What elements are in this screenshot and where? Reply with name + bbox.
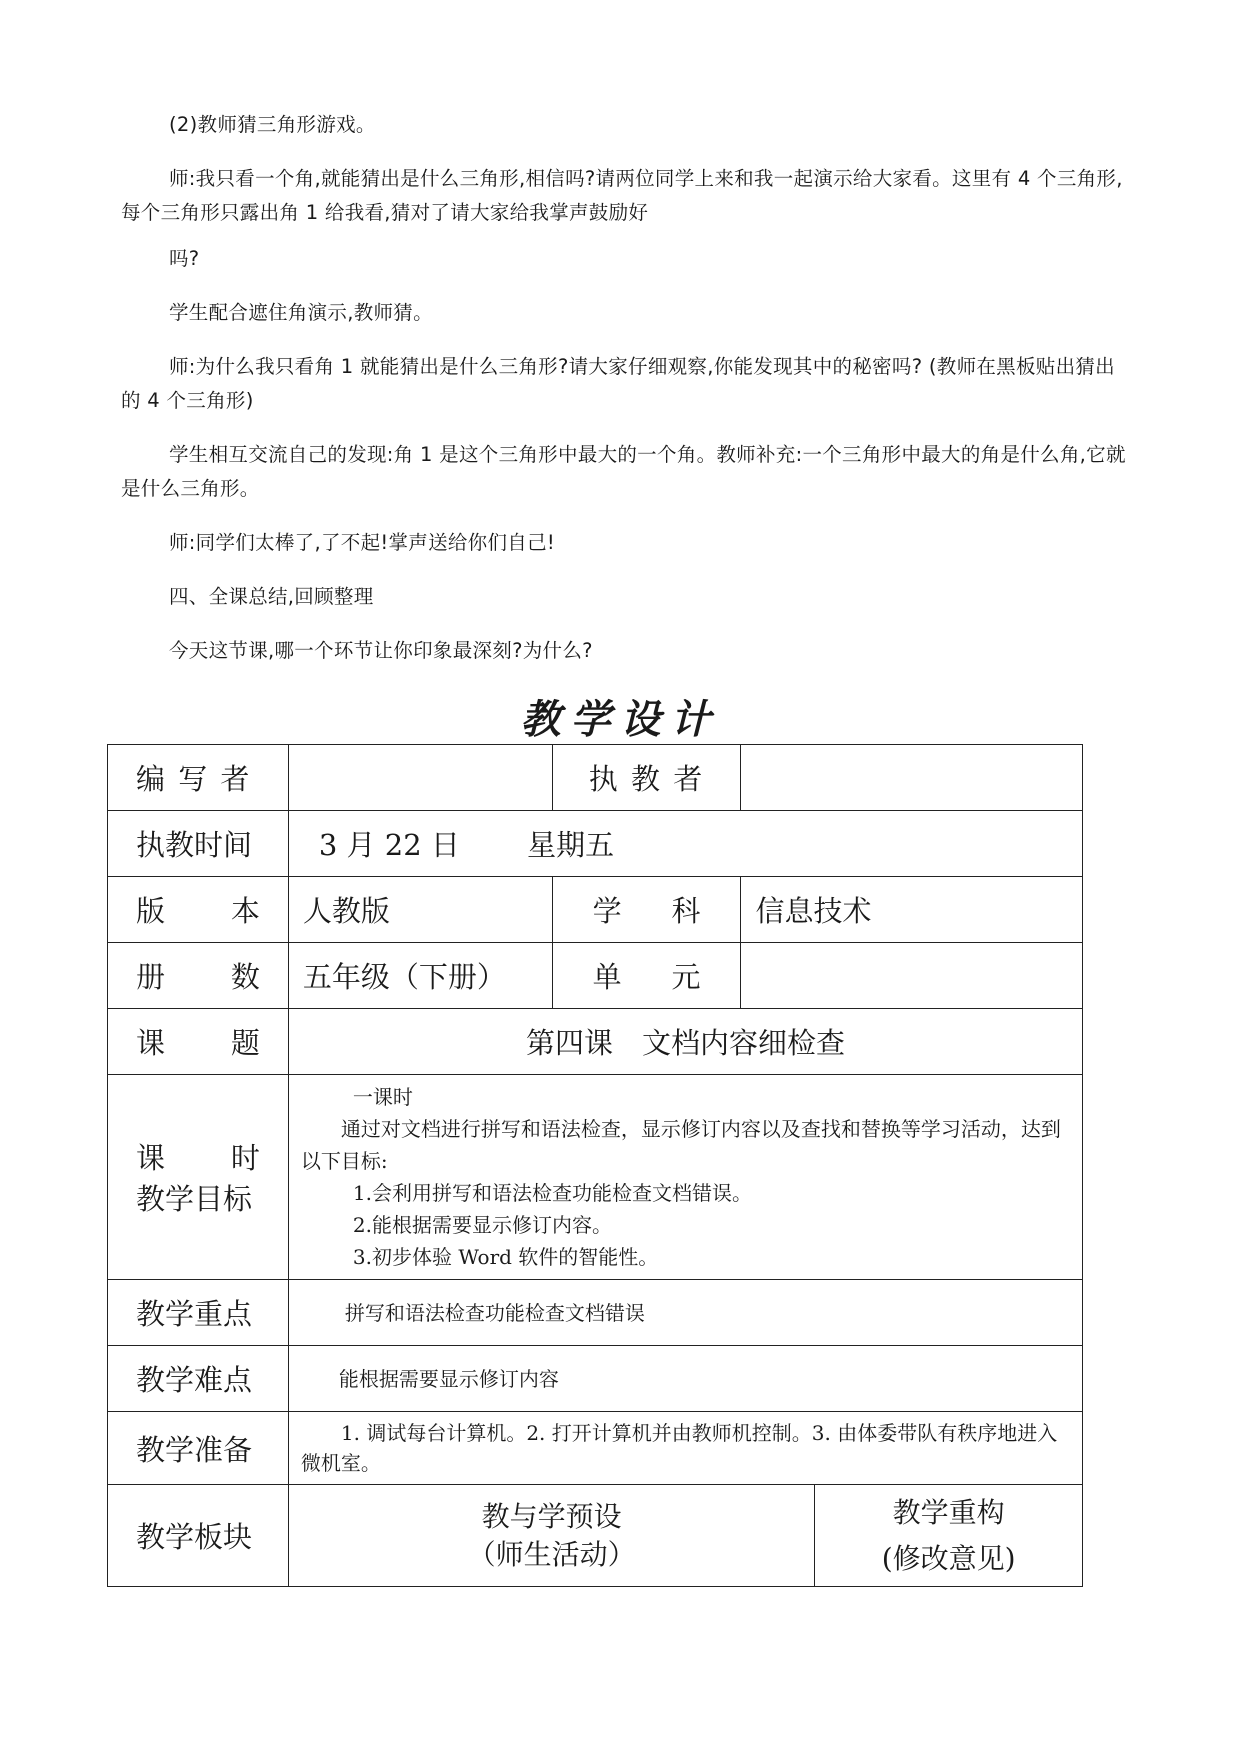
table-row [108, 1075, 1083, 1280]
teacher-value [741, 745, 1083, 811]
table-row [108, 877, 1083, 943]
paragraph: 吗? [169, 247, 200, 270]
volume-value: 五年级（下册） [288, 943, 552, 1009]
difficulty-label: 教学难点 [108, 1346, 289, 1412]
document-title: 教学设计 [520, 696, 721, 743]
unit-label: 单 元 [552, 943, 741, 1009]
time-value: 3 月 22 日 星期五 [288, 811, 1082, 877]
table-row [108, 745, 1083, 811]
paragraph: 学生配合遮住角演示,教师猜。 [169, 301, 433, 324]
body-text [121, 108, 1131, 688]
block-label: 教学板块 [108, 1485, 289, 1587]
author-label: 编 写 者 [108, 745, 289, 811]
prep-label: 教学准备 [108, 1412, 289, 1485]
paragraph: 学生相互交流自己的发现:角 1 是这个三角形中最大的一个角。教师补充:一个三角形中最大的角是什么角,它就是什么三角形。 [121, 443, 1126, 500]
prep-value: 1. 调试每台计算机。2. 打开计算机并由教师机控制。3. 由体委带队有秩序地进入微机室。 [288, 1412, 1082, 1485]
paragraph: 今天这节课,哪一个环节让你印象最深刻?为什么? [169, 639, 593, 662]
topic-value: 第四课 文档内容细检查 [288, 1009, 1082, 1075]
table-row [108, 1412, 1083, 1485]
teacher-label: 执 教 者 [552, 745, 741, 811]
table-row [108, 1280, 1083, 1346]
focus-label: 教学重点 [108, 1280, 289, 1346]
difficulty-value: 能根据需要显示修订内容 [288, 1346, 1082, 1412]
preset-header: 教与学预设 （师生活动） [288, 1485, 814, 1587]
period-goals-value: 一课时 通过对文档进行拼写和语法检查，显示修订内容以及查找和替换等学习活动，达到以下目标: 1.会利用拼写和语法检查功能检查文档错误。 2.能根据需要显示修订内容。 3.初步体验 Word 软件的智能性。 [288, 1075, 1082, 1280]
paragraph: 四、全课总结,回顾整理 [169, 585, 374, 608]
period-goals-label: 课 时 教学目标 [108, 1075, 289, 1280]
paragraph: (2)教师猜三角形游戏。 [169, 113, 376, 136]
table-row [108, 1485, 1083, 1587]
topic-label: 课 题 [108, 1009, 289, 1075]
author-value [288, 745, 552, 811]
volume-label: 册 数 [108, 943, 289, 1009]
unit-value [741, 943, 1083, 1009]
focus-value: 拼写和语法检查功能检查文档错误 [288, 1280, 1082, 1346]
paragraph: 师:为什么我只看角 1 就能猜出是什么三角形?请大家仔细观察,你能发现其中的秘密吗? (教师在黑板贴出猜出的 4 个三角形) [121, 355, 1115, 412]
table-row [108, 1009, 1083, 1075]
subject-label: 学 科 [552, 877, 741, 943]
time-label: 执教时间 [108, 811, 289, 877]
table-row [108, 1346, 1083, 1412]
lesson-plan-table [107, 744, 1083, 1587]
edition-value: 人教版 [288, 877, 552, 943]
edition-label: 版 本 [108, 877, 289, 943]
table-row [108, 811, 1083, 877]
table-row [108, 943, 1083, 1009]
paragraph: 师:同学们太棒了,了不起!掌声送给你们自己! [169, 531, 556, 554]
subject-value: 信息技术 [741, 877, 1083, 943]
paragraph: 师:我只看一个角,就能猜出是什么三角形,相信吗?请两位同学上来和我一起演示给大家看。这里有 4 个三角形,每个三角形只露出角 1 给我看,猜对了请大家给我掌声鼓励好 [121, 167, 1123, 224]
rebuild-header: 教学重构 (修改意见) [815, 1485, 1083, 1587]
